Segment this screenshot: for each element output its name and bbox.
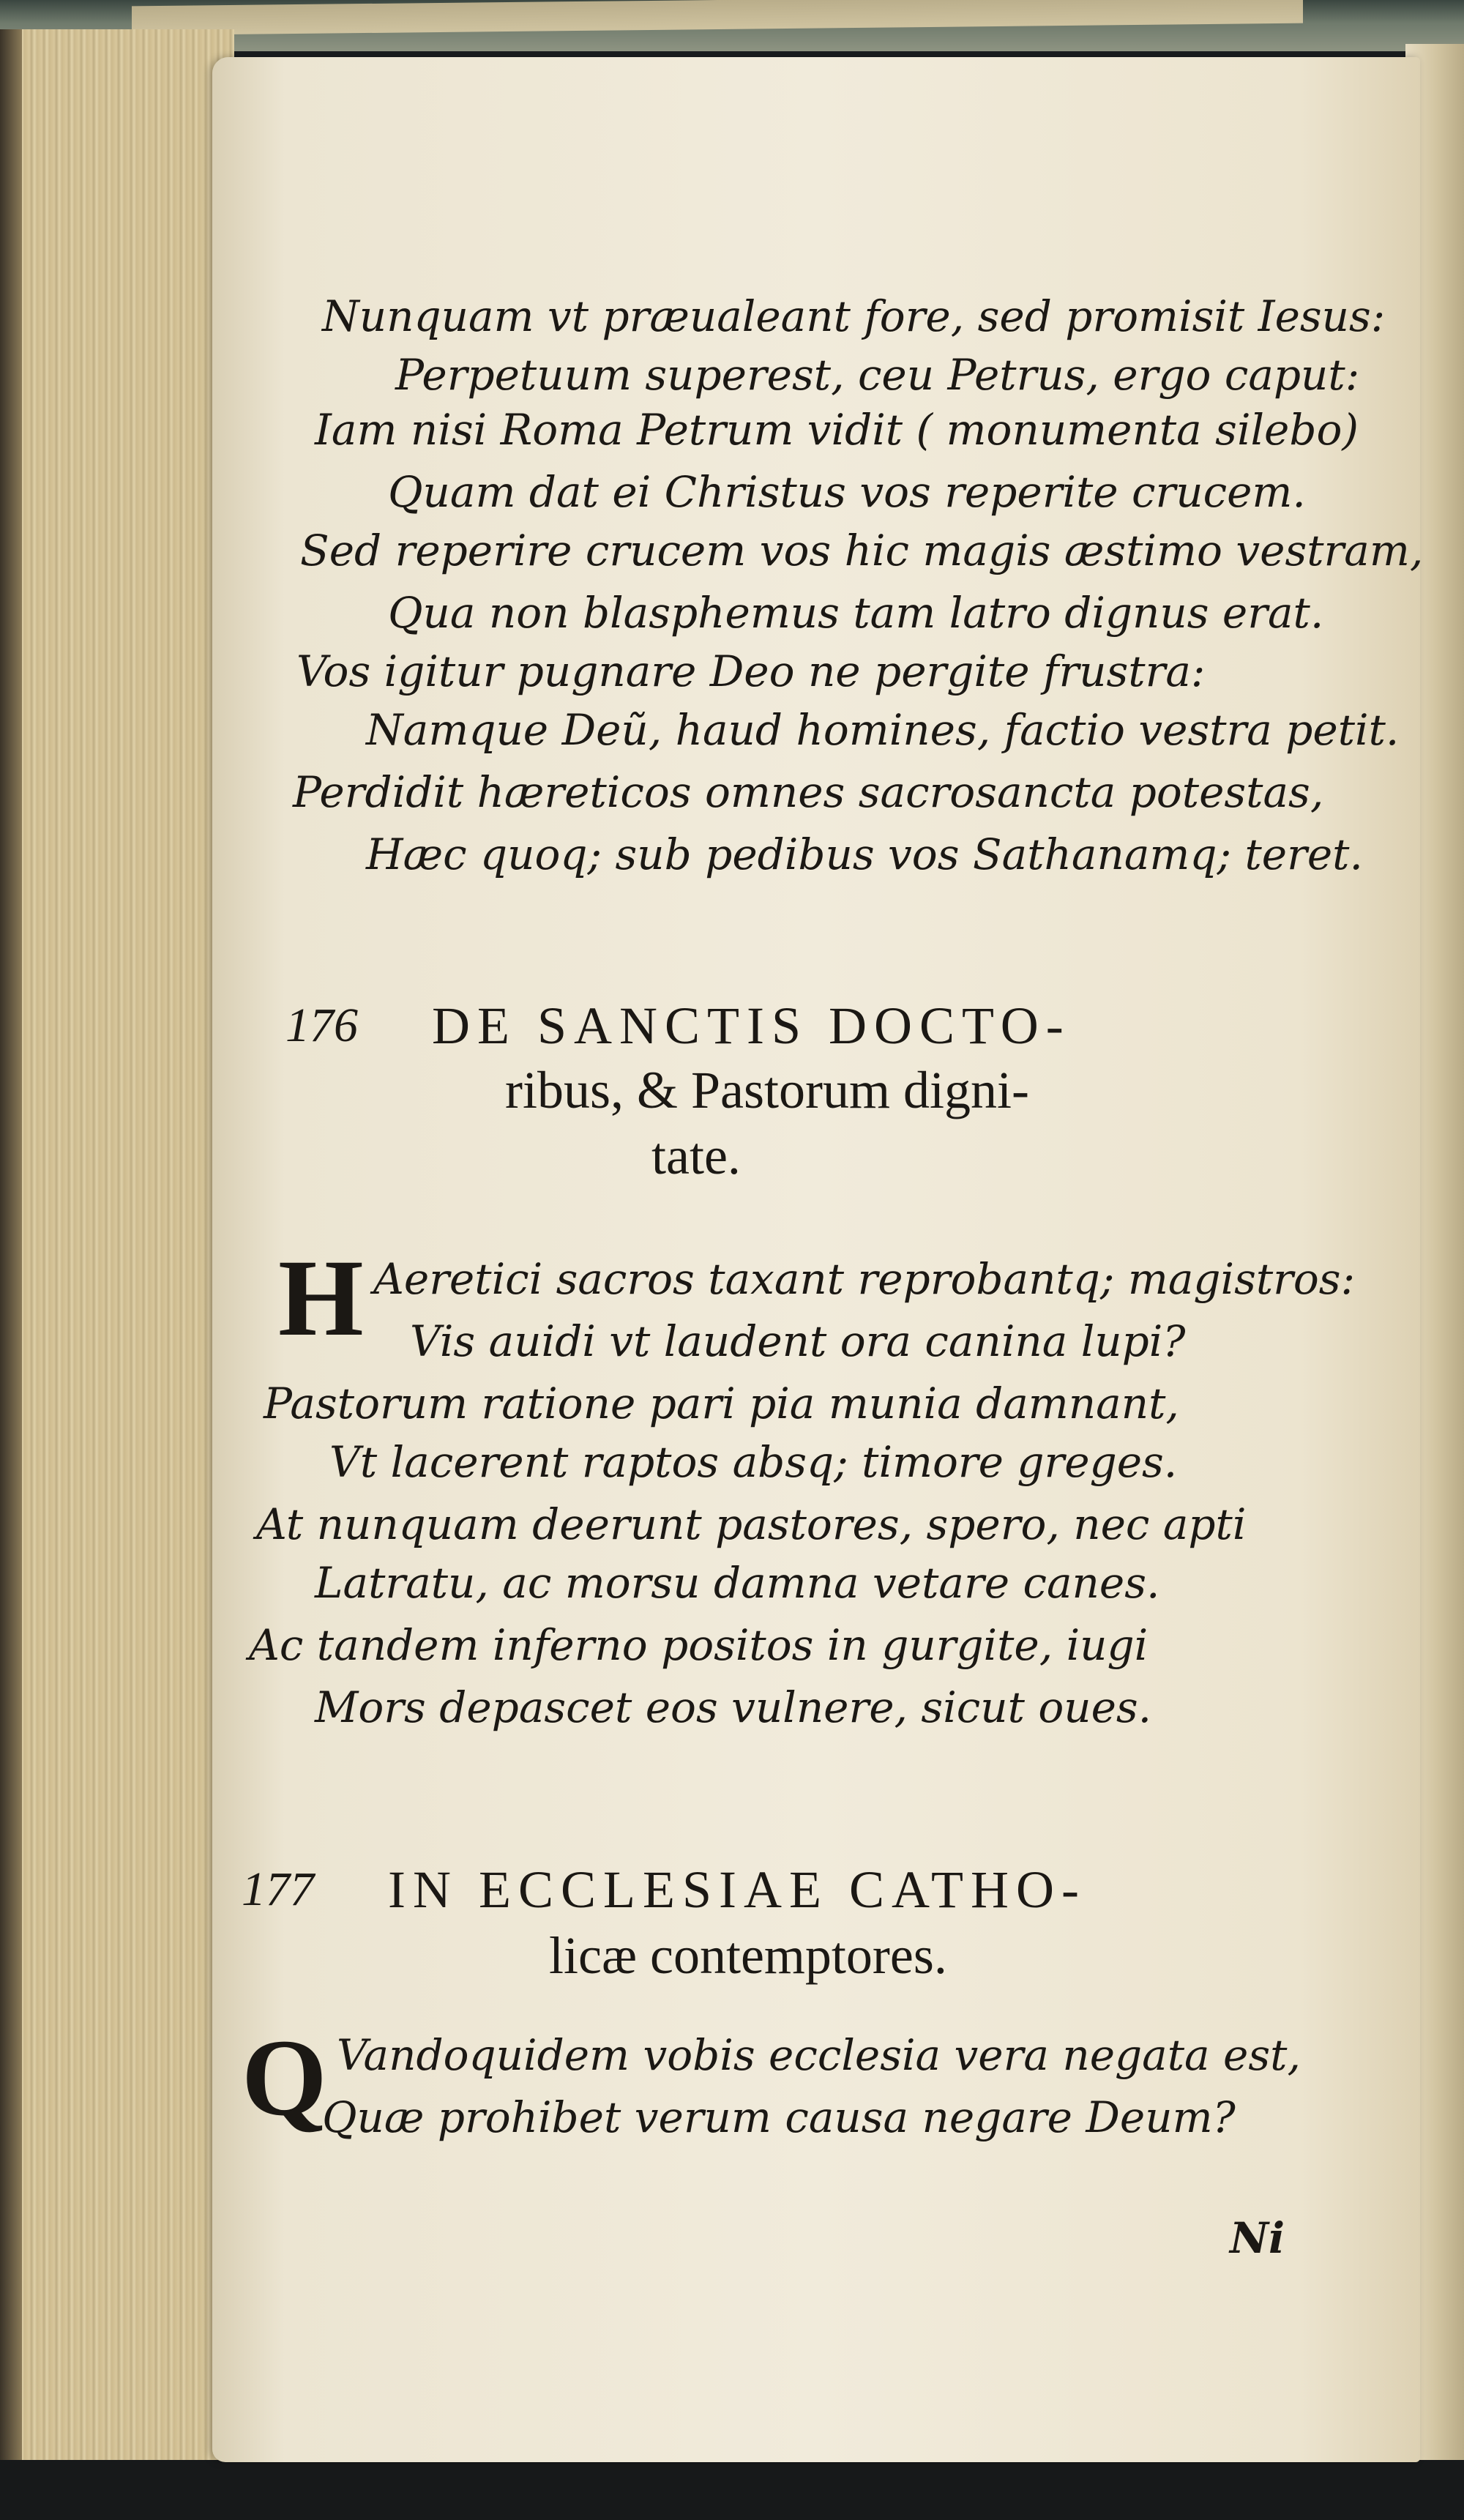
poem-line: Sed reperire crucem vos hic magis æstimo vestram, (300, 526, 1424, 575)
poem-line: Hæc quoq; sub pedibus vos Sathanamq; teret. (366, 830, 1363, 879)
epigram-heading: DE SANCTIS DOCTO- (432, 996, 1071, 1055)
book-page (212, 57, 1424, 2462)
epigram-number: 177 (242, 1863, 314, 1916)
poem-line: Vt lacerent raptos absq; timore greges. (329, 1437, 1178, 1487)
page-edges-left (0, 29, 234, 2467)
poem-line: Quam dat ei Christus vos reperite crucem. (388, 467, 1306, 517)
page-text (212, 57, 1424, 2462)
poem-line: Iam nisi Roma Petrum vidit ( monumenta silebo) (315, 405, 1359, 455)
page-peek (132, 0, 1303, 35)
poem-line: At nunquam deerunt pastores, spero, nec apti (256, 1499, 1247, 1549)
epigram-heading: licæ contemptores. (549, 1926, 947, 1985)
poem-line: Ac tandem inferno positos in gurgite, iugi (249, 1620, 1149, 1670)
poem-line: Perpetuum superest, ceu Petrus, ergo caput: (395, 350, 1360, 400)
book-binding-edge (0, 29, 22, 2467)
poem-line: Latratu, ac morsu damna vetare canes. (315, 1558, 1160, 1608)
poem-line: Nunquam vt præualeant fore, sed promisit Iesus: (322, 291, 1386, 341)
poem-line: Perdidit hæreticos omnes sacrosancta potestas, (293, 767, 1324, 817)
poem-line: Mors depascet eos vulnere, sicut oues. (315, 1682, 1152, 1732)
background-bottom (0, 2460, 1464, 2520)
catchword: Ni (1230, 2213, 1285, 2263)
drop-capital: H (278, 1237, 364, 1359)
poem-line: Aeretici sacros taxant reprobantq; magistros: (373, 1254, 1356, 1304)
poem-line: Quæ prohibet verum causa negare Deum? (322, 2092, 1236, 2142)
poem-line: Pastorum ratione pari pia munia damnant, (264, 1379, 1179, 1428)
poem-line: Namque Deũ, haud homines, factio vestra petit. (366, 705, 1400, 755)
poem-line: Vandoquidem vobis ecclesia vera negata est, (337, 2030, 1301, 2080)
epigram-heading: ribus, & Pastorum digni- (505, 1061, 1029, 1119)
poem-line: Vis auidi vt laudent ora canina lupi? (410, 1316, 1186, 1366)
drop-capital: Q (242, 2017, 327, 2139)
epigram-heading: tate. (651, 1127, 741, 1185)
poem-line: Vos igitur pugnare Deo ne pergite frustra: (296, 646, 1206, 696)
epigram-heading: IN ECCLESIAE CATHO- (388, 1860, 1086, 1919)
poem-line: Qua non blasphemus tam latro dignus erat. (388, 588, 1324, 638)
epigram-number: 176 (285, 999, 358, 1052)
